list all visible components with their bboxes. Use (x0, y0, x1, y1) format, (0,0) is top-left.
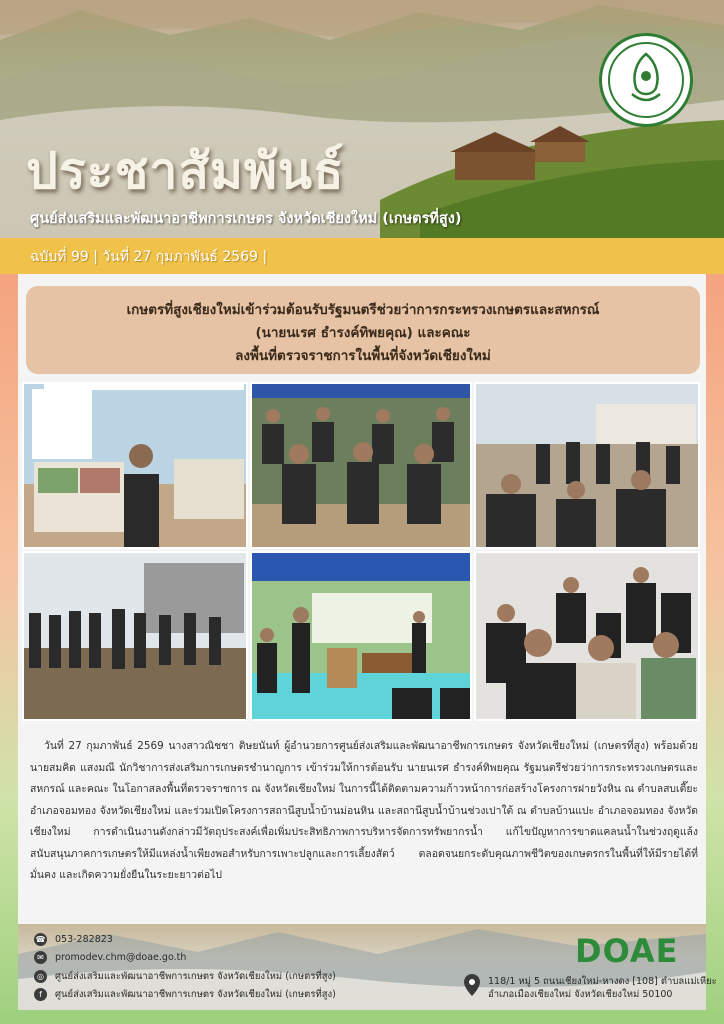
headline-line-2: (นายนเรศ ธำรงค์ทิพยคุณ) และคณะ (255, 325, 471, 341)
facebook-icon: f (34, 988, 47, 1001)
issue-info: ฉบับที่ 99 | วันที่ 27 กุมภาพันธ์ 2569 | (30, 249, 268, 265)
web-text: ศูนย์ส่งเสริมและพัฒนาอาชีพการเกษตร จังหวัดเชียงใหม่ (เกษตรที่สูง) (55, 971, 336, 982)
photo-seated-officials (250, 382, 472, 549)
contact-web (34, 969, 336, 984)
photo-presentation-board (22, 382, 248, 549)
web-icon: ◎ (34, 970, 47, 983)
address (488, 975, 717, 1001)
article-body: วันที่ 27 กุมภาพันธ์ 2569 นางสาวณิชชา ติษยนันท์ ผู้อำนวยการศูนย์ส่งเสริมและพัฒนาอาชีพการเกษตร จังหวัดเชียงใหม่ (เกษตรที่สูง) พร้อมด้วยนายสมคิด แสงมณี นักวิชาการส่งเสริมการเกษตรชำนาญการ เข้าร่วมให้การต้อนรับ นายนเรศ ธำรงค์ทิพยคุณ รัฐมนตรีช่วยว่าการกระทรวงเกษตรและสหกรณ์ และคณะ ในโอกาสลงพื้นที่ตรวจราชการ ณ จังหวัดเชียงใหม่ ในการนี้ได้ติดตามความก้าวหน้าการก่อสร้างโครงการฝายวังหิน ณ ตำบลสบเตี๊ยะ อำเภอจอมทอง จังหวัดเชียงใหม่ และร่วมเปิดโครงการสถานีสูบน้ำบ้านม่อนหิน และสถานีสูบน้ำบ้านช่วงเปาใต้ ณ ตำบลบ้านแปะ อำเภอจอมทอง จังหวัดเชียงใหม่ การดำเนินงานดังกล่าวมีวัตถุประสงค์เพื่อเพิ่มประสิทธิภาพการบริหารจัดการทรัพยากรน้ำ แก้ไขปัญหาการขาดแคลนน้ำในช่วงฤดูแล้ง สนับสนุนภาคการเกษตรให้มีแหล่งน้ำเพียงพอสำหรับการเพาะปลูกและการเลี้ยงสัตว์ ตลอดจนยกระดับคุณภาพชีวิตของเกษตรกรในพื้นที่ให้มีรายได้ที่มั่นคง และเกิดความยั่งยืนในระยะยาวต่อไป (30, 740, 698, 881)
page-title: ประชาสัมพันธ์ (26, 142, 345, 200)
right-side-band (706, 274, 724, 1024)
headline-line-3: ลงพื้นที่ตรวจราชการในพื้นที่จังหวัดเชียงใหม่ (235, 348, 491, 364)
email-icon: ✉ (34, 951, 47, 964)
photo-opening-ceremony (250, 551, 472, 721)
phone-icon: ☎ (35, 935, 46, 944)
contact-phone (34, 933, 113, 946)
department-seal-logo (599, 33, 693, 127)
headline-line-1: เกษตรที่สูงเชียงใหม่เข้าร่วมต้อนรับรัฐมนตรีช่วยว่าการกระทรวงเกษตรและสหกรณ์ (126, 302, 600, 318)
contact-email (34, 951, 186, 964)
facebook-text: ศูนย์ส่งเสริมและพัฒนาอาชีพการเกษตร จังหวัดเชียงใหม่ (เกษตรที่สูง) (55, 989, 336, 1000)
left-side-band (0, 274, 18, 1024)
page-subtitle: ศูนย์ส่งเสริมและพัฒนาอาชีพการเกษตร จังหวัดเชียงใหม่ (เกษตรที่สูง) (30, 211, 462, 227)
phone-text: 053-282823 (55, 934, 113, 945)
location-pin-icon (464, 974, 480, 996)
seal-emblem (602, 36, 690, 124)
address-line-1: 118/1 หมู่ 5 ถนนเชียงใหม่-หางดง [108] ตำบลแม่เหียะ (488, 976, 717, 987)
address-line-2: อำเภอเมืองเชียงใหม่ จังหวัดเชียงใหม่ 50100 (488, 989, 673, 1000)
photo-construction-site (22, 551, 248, 721)
contact-facebook (34, 987, 336, 1002)
bottom-strip (0, 1010, 724, 1024)
doae-logo: DOAE (575, 932, 679, 970)
photo-audience-seated (474, 551, 700, 721)
photo-site-visit-group (474, 382, 700, 549)
email-text: promodev.chm@doae.go.th (55, 952, 187, 963)
